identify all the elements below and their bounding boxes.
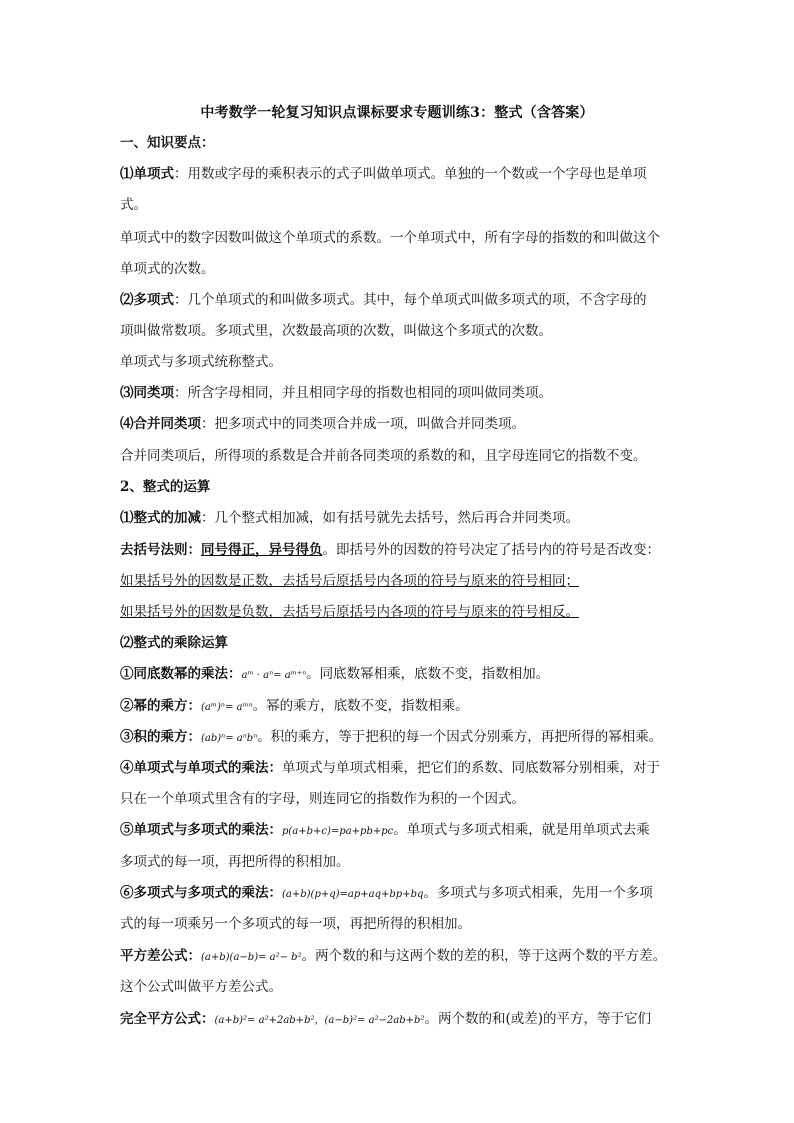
text-line <box>120 164 680 184</box>
term-label: ⑷合并同类项 <box>120 416 201 432</box>
text-line <box>120 571 680 591</box>
term-label: ⑴整式的加减 <box>120 510 201 526</box>
line-text: 。多项式与多项式相乘，先用一个多项 <box>423 885 653 901</box>
line-text: 。两个数的和与这两个数的差的积，等于这两个数的平方差。 <box>301 948 667 964</box>
text-line <box>120 195 680 215</box>
text-line <box>120 508 680 528</box>
line-text: 只在一个单项式里含有的字母，则连同它的指数作为积的一个因式。 <box>120 791 525 807</box>
text-line <box>120 383 680 403</box>
text-line <box>120 696 680 718</box>
text-line <box>120 664 680 686</box>
formula: (a+b)²= a²+2ab+b²，(a−b)²= a²−2ab+b² <box>214 1015 425 1026</box>
line-text: 式。 <box>120 197 147 213</box>
line-text: 多项式的每一项，再把所得的积相加。 <box>120 854 350 870</box>
term-label: ⑤单项式与多项式的乘法： <box>120 822 282 838</box>
term-label: ②幂的乘方： <box>120 698 201 714</box>
line-text: 。单项式与多项式相乘，就是用单项式去乘 <box>393 822 650 838</box>
text-line <box>120 540 680 560</box>
text-line <box>120 977 680 997</box>
text-line <box>120 914 680 934</box>
formula: (a+b)(p+q)=ap+aq+bp+bq <box>282 889 424 900</box>
term-label: ③积的乘方： <box>120 729 201 745</box>
text-line <box>120 1009 680 1031</box>
term-label: ④单项式与单项式的乘法： <box>120 760 282 776</box>
line-text: 。两个数的和(或差)的平方，等于它们 <box>424 1011 651 1027</box>
section-heading-operations <box>120 477 680 497</box>
line-text: ：把多项式中的同类项合并成一项，叫做合并同类项。 <box>201 416 525 432</box>
line-text: 单项式中的数字因数叫做这个单项式的系数。一个单项式中，所有字母的指数的和叫做这个 <box>120 230 660 246</box>
term-label: 去括号法则： <box>120 542 201 558</box>
text-line <box>120 228 680 248</box>
line-text: ：几个单项式的和叫做多项式。其中，每个单项式叫做多项式的项，不含字母的 <box>174 292 647 308</box>
page-title: 中考数学一轮复习知识点课标要求专题训练3：整式（含答案） <box>200 105 594 121</box>
term-label: ⑵多项式 <box>120 292 174 308</box>
text-line <box>120 446 680 466</box>
text-line <box>120 820 680 842</box>
formula: (a+b)(a−b)= a²− b² <box>201 952 302 963</box>
line-text: 如果括号外的因数是负数，去括号后原括号内各项的符号与原来的符号相反。 <box>120 604 579 620</box>
term-label: ①同底数幂的乘法： <box>120 666 242 682</box>
text-line <box>120 789 680 809</box>
text-line <box>120 290 680 310</box>
line-text: 合并同类项后，所得项的系数是合并前各同类项的系数的和，且字母连同它的指数不变。 <box>120 448 647 464</box>
formula: aᵐ · aⁿ= aᵐ⁺ⁿ <box>241 670 307 681</box>
line-text: ：用数或字母的乘积表示的式子叫做单项式。单独的一个数或一个字母也是单项 <box>174 166 647 182</box>
line-text: 单项式与多项式统称整式。 <box>120 354 282 370</box>
term-label: 完全平方公式： <box>120 1011 215 1027</box>
text-line <box>120 321 680 341</box>
line-text: 这个公式叫做平方差公式。 <box>120 979 282 995</box>
heading-text: ⑵整式的乘除运算 <box>120 635 228 651</box>
text-line <box>120 727 680 749</box>
text-line <box>120 414 680 434</box>
line-text: ：所含字母相同，并且相同字母的指数也相同的项叫做同类项。 <box>174 385 552 401</box>
rule-phrase: 同号得正，异号得负 <box>201 542 323 558</box>
formula: (ab)ⁿ= aⁿbⁿ <box>201 733 258 744</box>
heading-text: 2、整式的运算 <box>120 479 211 495</box>
line-text: ：几个整式相加减，如有括号就先去括号，然后再合并同类项。 <box>201 510 579 526</box>
line-text: 如果括号外的因数是正数，去括号后原括号内各项的符号与原来的符号相同； <box>120 573 579 589</box>
formula: p(a+b+c)=pa+pb+pc <box>282 826 394 837</box>
term-label: 平方差公式： <box>120 948 201 964</box>
term-label: ⑴单项式 <box>120 166 174 182</box>
text-line <box>120 259 680 279</box>
text-line <box>120 946 680 968</box>
text-line <box>120 602 680 622</box>
line-text: 式的每一项乘另一个多项式的每一项，再把所得的积相加。 <box>120 916 471 932</box>
heading-text: 一、知识要点： <box>120 135 215 151</box>
line-text: 。积的乘方，等于把积的每一个因式分别乘方，再把所得的幂相乘。 <box>257 729 663 745</box>
subsection-heading <box>120 633 680 653</box>
line-text: 项叫做常数项。多项式里，次数最高项的次数，叫做这个多项式的次数。 <box>120 323 552 339</box>
line-text: 单项式的次数。 <box>120 261 215 277</box>
term-label: ⑥多项式与多项式的乘法： <box>120 885 282 901</box>
term-label: ⑶同类项 <box>120 385 174 401</box>
text-line <box>120 758 680 778</box>
formula: (aᵐ)ⁿ= aᵐⁿ <box>201 702 253 713</box>
line-text: 单项式与单项式相乘，把它们的系数、同底数幂分别相乘，对于 <box>282 760 660 776</box>
text-line <box>120 883 680 905</box>
text-line <box>120 852 680 872</box>
text-line <box>120 352 680 372</box>
line-text: 。幂的乘方，底数不变，指数相乘。 <box>252 698 469 714</box>
section-heading-knowledge <box>120 133 680 153</box>
line-text: 。即括号外的因数的符号决定了括号内的符号是否改变： <box>322 542 660 558</box>
line-text: 。同底数幂相乘，底数不变，指数相加。 <box>306 666 550 682</box>
